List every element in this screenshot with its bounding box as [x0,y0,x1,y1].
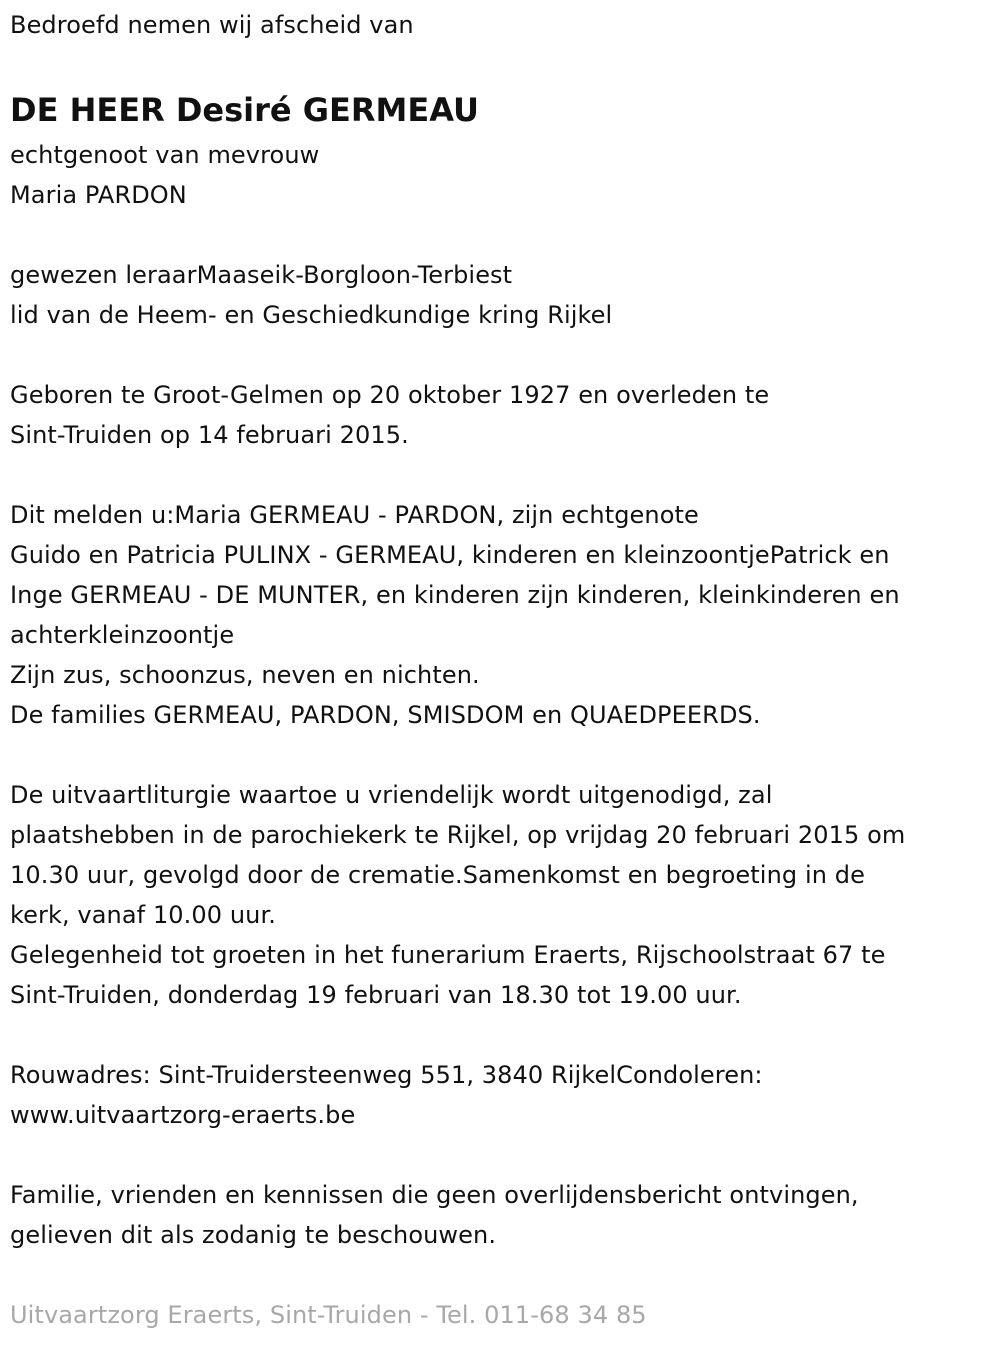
funeral-line: De uitvaartliturgie waartoe u vriendelijk wordt uitgenodigd, zal [10,781,773,809]
role-line: lid van de Heem- en Geschiedkundige kring Rijkel [10,301,613,329]
family-line: Inge GERMEAU - DE MUNTER, en kinderen zijn kinderen, kleinkinderen en [10,581,900,609]
funeral-line: Gelegenheid tot groeten in het funerarium Eraerts, Rijschoolstraat 67 te [10,941,886,969]
funeral-line: 10.30 uur, gevolgd door de crematie.Samenkomst en begroeting in de [10,861,865,889]
family-line: Dit melden u:Maria GERMEAU - PARDON, zijn echtgenote [10,501,699,529]
role-line: gewezen leraarMaaseik-Borgloon-Terbiest [10,261,513,289]
spouse-line: echtgenoot van mevrouw [10,141,320,169]
intro-text: Bedroefd nemen wij afscheid van [10,11,414,39]
birth-death-line: Sint-Truiden op 14 februari 2015. [10,421,409,449]
closing-line: gelieven dit als zodanig te beschouwen. [10,1221,497,1249]
family-line: achterkleinzoontje [10,621,235,649]
address-line: Rouwadres: Sint-Truidersteenweg 551, 3840 RijkelCondoleren: [10,1061,763,1089]
deceased-name-title: DE HEER Desiré GERMEAU [10,91,479,129]
funeral-line: plaatshebben in de parochiekerk te Rijkel, op vrijdag 20 februari 2015 om [10,821,906,849]
obituary-notice [10,5,905,1335]
family-line: Zijn zus, schoonzus, neven en nichten. [10,661,480,689]
funeral-line: kerk, vanaf 10.00 uur. [10,901,276,929]
family-line: De families GERMEAU, PARDON, SMISDOM en QUAEDPEERDS. [10,701,761,729]
birth-death-line: Geboren te Groot-Gelmen op 20 oktober 1927 en overleden te [10,381,770,409]
closing-line: Familie, vrienden en kennissen die geen overlijdensbericht ontvingen, [10,1181,859,1209]
funeral-home-footer: Uitvaartzorg Eraerts, Sint-Truiden - Tel. 011-68 34 85 [10,1301,647,1329]
funeral-line: Sint-Truiden, donderdag 19 februari van 18.30 tot 19.00 uur. [10,981,742,1009]
family-line: Guido en Patricia PULINX - GERMEAU, kinderen en kleinzoontjePatrick en [10,541,890,569]
spouse-name: Maria PARDON [10,181,187,209]
condolence-link[interactable]: www.uitvaartzorg-eraerts.be [10,1101,356,1129]
